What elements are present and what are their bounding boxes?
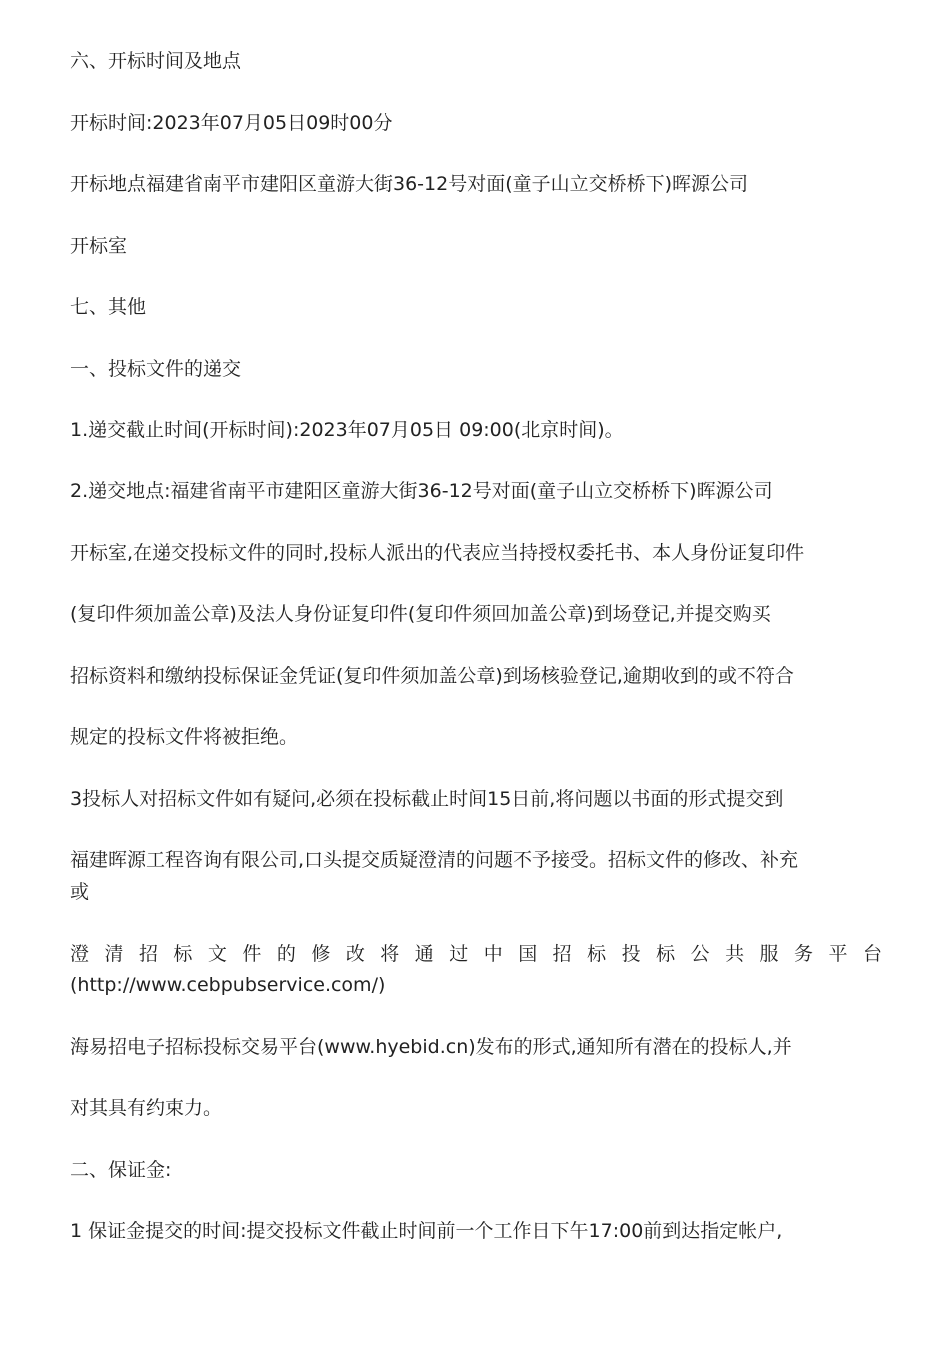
submission-paragraph-line: 开标室,在递交投标文件的同时,投标人派出的代表应当持授权委托书、本人身份证复印件 [70, 542, 805, 564]
clarification-line: 澄清招标文件的修改将通过中国招标投标公共服务平台 [70, 943, 882, 965]
section-heading-opening: 六、开标时间及地点 [70, 50, 242, 72]
deposit-time: 1 保证金提交的时间:提交投标文件截止时间前一个工作日下午17:00前到达指定帐户, [70, 1220, 783, 1242]
opening-time: 开标时间:2023年07月05日09时00分 [70, 112, 393, 134]
submission-paragraph-line: (复印件须加盖公章)及法人身份证复印件(复印件须回加盖公章)到场登记,并提交购买 [70, 603, 771, 625]
submission-paragraph-line: 招标资料和缴纳投标保证金凭证(复印件须加盖公章)到场核验登记,逾期收到的或不符合 [70, 665, 794, 687]
submission-paragraph-line: 规定的投标文件将被拒绝。 [70, 726, 299, 748]
opening-location: 开标地点福建省南平市建阳区童游大街36-12号对面(童子山立交桥桥下)晖源公司 [70, 173, 749, 195]
section-heading-deposit: 二、保证金: [70, 1159, 172, 1181]
questions-paragraph-line: 或 [70, 881, 90, 903]
platform-line: 海易招电子招标投标交易平台(www.hyebid.cn)发布的形式,通知所有潜在的投标人,并 [70, 1036, 792, 1058]
submission-deadline: 1.递交截止时间(开标时间):2023年07月05日 09:00(北京时间)。 [70, 419, 624, 441]
clarification-url: (http://www.cebpubservice.com/) [70, 974, 386, 996]
section-heading-other: 七、其他 [70, 296, 147, 318]
questions-paragraph-line: 3投标人对招标文件如有疑问,必须在投标截止时间15日前,将问题以书面的形式提交到 [70, 788, 784, 810]
subsection-heading-submission: 一、投标文件的递交 [70, 358, 242, 380]
submission-location: 2.递交地点:福建省南平市建阳区童游大街36-12号对面(童子山立交桥桥下)晖源公司 [70, 480, 773, 502]
opening-location-cont: 开标室 [70, 235, 128, 257]
platform-line: 对其具有约束力。 [70, 1097, 223, 1119]
questions-paragraph-line: 福建晖源工程咨询有限公司,口头提交质疑澄清的问题不予接受。招标文件的修改、补充 [70, 849, 799, 871]
